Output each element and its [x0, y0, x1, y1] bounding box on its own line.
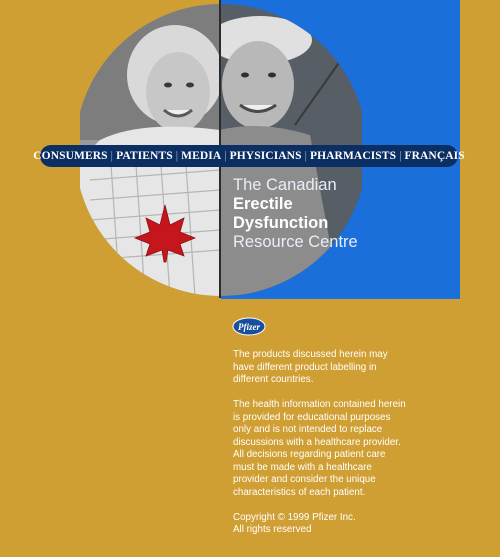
nav-francais[interactable]: FRANÇAIS: [404, 150, 465, 162]
disclaimer-health-info: The health information contained herein is provided for educational purposes only and is not intended to replace discussions with a healthcare provider. All decisions regarding patient care must be made with a healthcare provider and consider the unique characteristics of each patient.: [233, 399, 406, 498]
copyright-text: Copyright © 1999 Pfizer Inc.: [233, 511, 356, 523]
nav-pharmacists[interactable]: PHARMACISTS: [309, 150, 397, 162]
nav-separator: |: [224, 150, 227, 162]
nav-separator: |: [110, 150, 114, 162]
nav-separator: |: [175, 150, 179, 162]
nav-consumers[interactable]: CONSUMERS: [33, 150, 108, 162]
nav-patients[interactable]: PATIENTS: [116, 150, 173, 162]
disclaimer-labelling: The products discussed herein may have different product labelling in different countries.: [233, 349, 388, 385]
pfizer-logo: [232, 317, 266, 336]
site-title-line2: Erectile: [233, 195, 293, 213]
pfizer-logo-text: Pfizer: [238, 322, 260, 332]
nav-physicians[interactable]: PHYSICIANS: [229, 150, 302, 162]
nav-separator: |: [304, 150, 307, 162]
nav-separator: |: [399, 150, 402, 162]
site-title-line4: Resource Centre: [233, 233, 358, 251]
rights-text: All rights reserved: [233, 524, 312, 535]
main-nav: [33, 145, 465, 167]
nav-media[interactable]: MEDIA: [181, 150, 222, 162]
site-title-line1: The Canadian: [233, 176, 337, 194]
disclaimer: [233, 349, 408, 537]
site-title: [233, 176, 358, 252]
site-title-line3: Dysfunction: [233, 214, 329, 232]
